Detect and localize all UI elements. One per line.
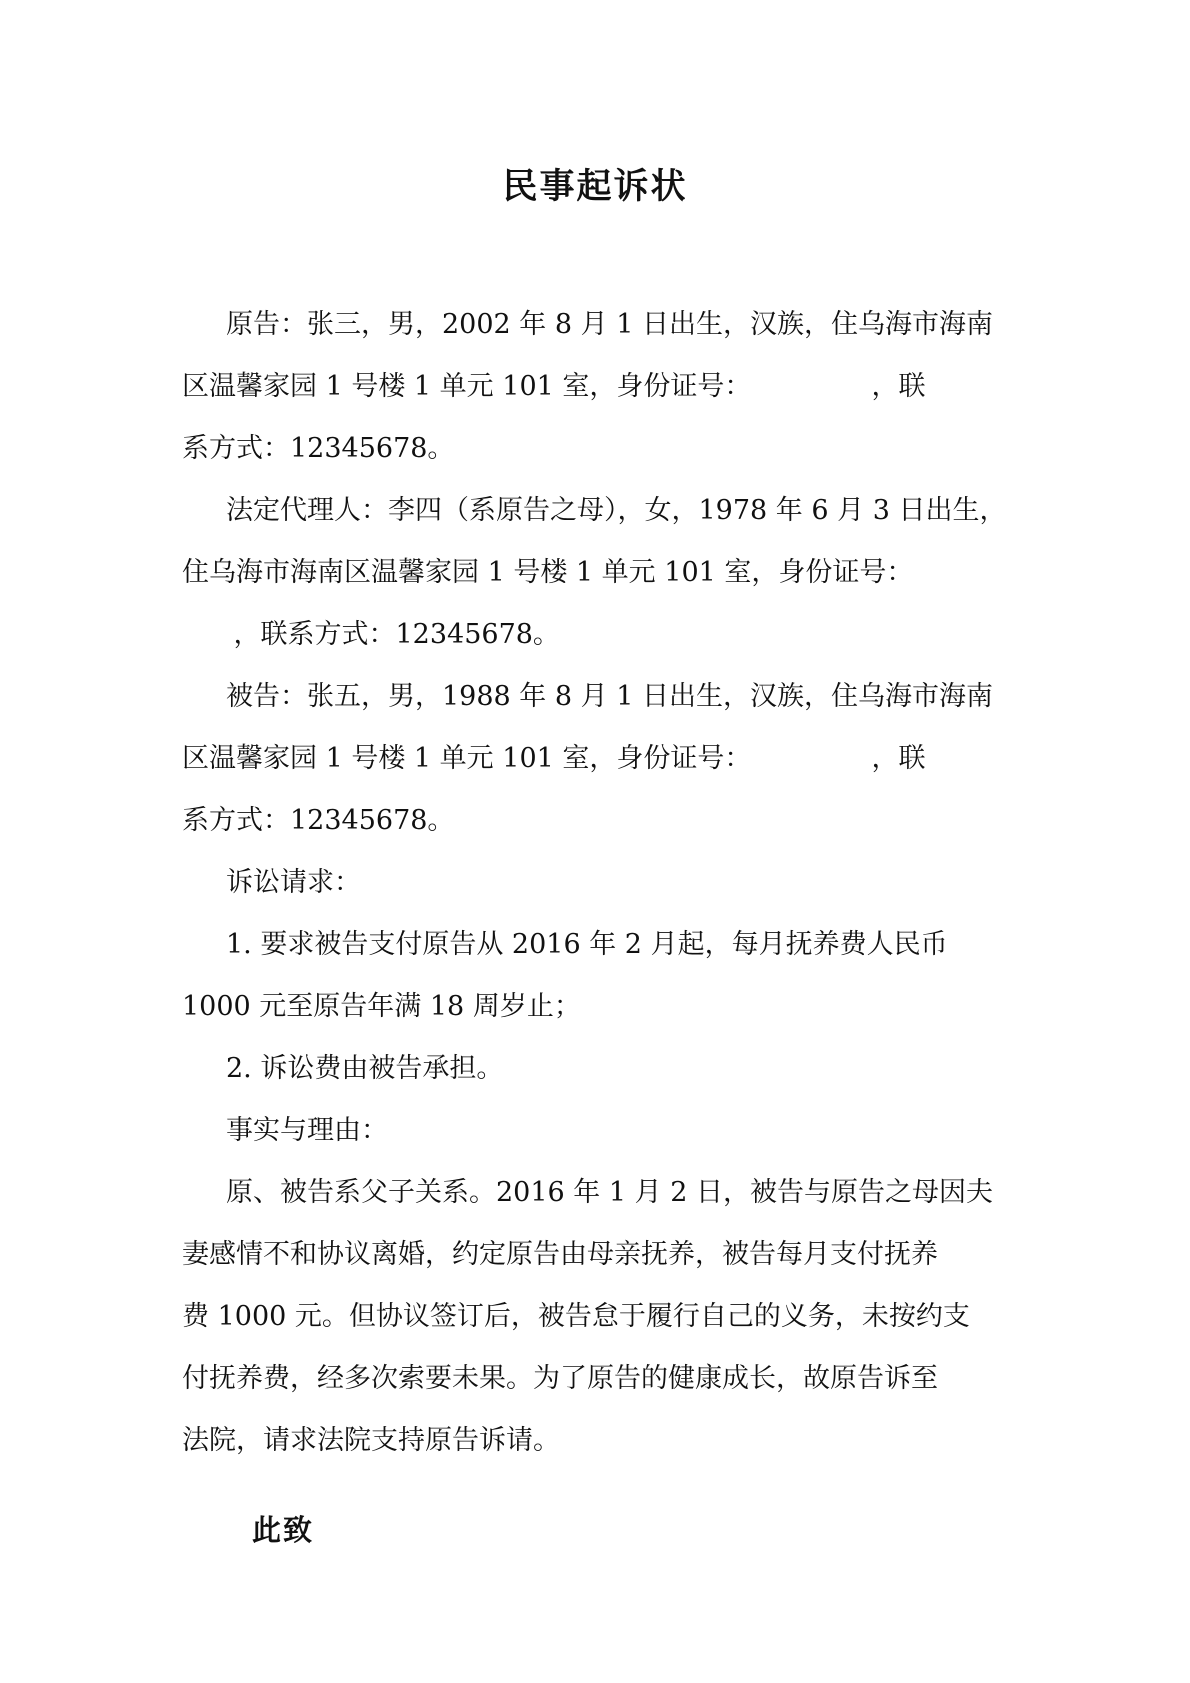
legal-agent-line-1: 法定代理人：李四（系原告之母），女，1978 年 6 月 3 日出生， [226, 495, 1007, 526]
plaintiff-line-3: 系方式：12345678。 [182, 433, 455, 464]
legal-agent-line-3: ，联系方式：12345678。 [182, 619, 560, 650]
claims-heading-text: 诉讼请求： [226, 867, 361, 898]
document-body [182, 294, 1010, 1472]
defendant-line-1: 被告：张五，男，1988 年 8 月 1 日出生，汉族，住乌海市海南 [226, 681, 993, 712]
plaintiff-line-2: 区温馨家园 1 号楼 1 单元 101 室，身份证号： ，联 [182, 371, 926, 402]
legal-agent-paragraph [182, 480, 1010, 666]
claim-item-1-line-1: 1. 要求被告支付原告从 2016 年 2 月起，每月抚养费人民币 [226, 929, 948, 960]
claim-item-2 [182, 1038, 1010, 1100]
claim-item-1 [182, 914, 1010, 1038]
claim-item-1-line-2: 1000 元至原告年满 18 周岁止； [182, 991, 581, 1022]
claims-heading [182, 852, 1010, 914]
facts-line-2: 妻感情不和协议离婚，约定原告由母亲抚养，被告每月支付抚养 [182, 1239, 938, 1270]
closing-salutation: 此致 [252, 1513, 315, 1547]
defendant-paragraph [182, 666, 1010, 852]
claim-item-2-text: 2. 诉讼费由被告承担。 [226, 1053, 504, 1084]
facts-line-1: 原、被告系父子关系。2016 年 1 月 2 日，被告与原告之母因夫 [226, 1177, 993, 1208]
facts-line-4: 付抚养费，经多次索要未果。为了原告的健康成长，故原告诉至 [182, 1363, 938, 1394]
facts-line-3: 费 1000 元。但协议签订后，被告怠于履行自己的义务，未按约支 [182, 1301, 970, 1332]
facts-line-5: 法院，请求法院支持原告诉请。 [182, 1425, 560, 1456]
defendant-line-3: 系方式：12345678。 [182, 805, 455, 836]
document-title: 民事起诉状 [502, 167, 688, 207]
plaintiff-line-1: 原告：张三，男，2002 年 8 月 1 日出生，汉族，住乌海市海南 [226, 309, 993, 340]
facts-heading [182, 1100, 1010, 1162]
defendant-line-2: 区温馨家园 1 号楼 1 单元 101 室，身份证号： ，联 [182, 743, 926, 774]
plaintiff-paragraph [182, 294, 1010, 480]
legal-agent-line-2: 住乌海市海南区温馨家园 1 号楼 1 单元 101 室，身份证号： [182, 557, 914, 588]
facts-heading-text: 事实与理由： [226, 1115, 388, 1146]
facts-paragraph [182, 1162, 1010, 1472]
